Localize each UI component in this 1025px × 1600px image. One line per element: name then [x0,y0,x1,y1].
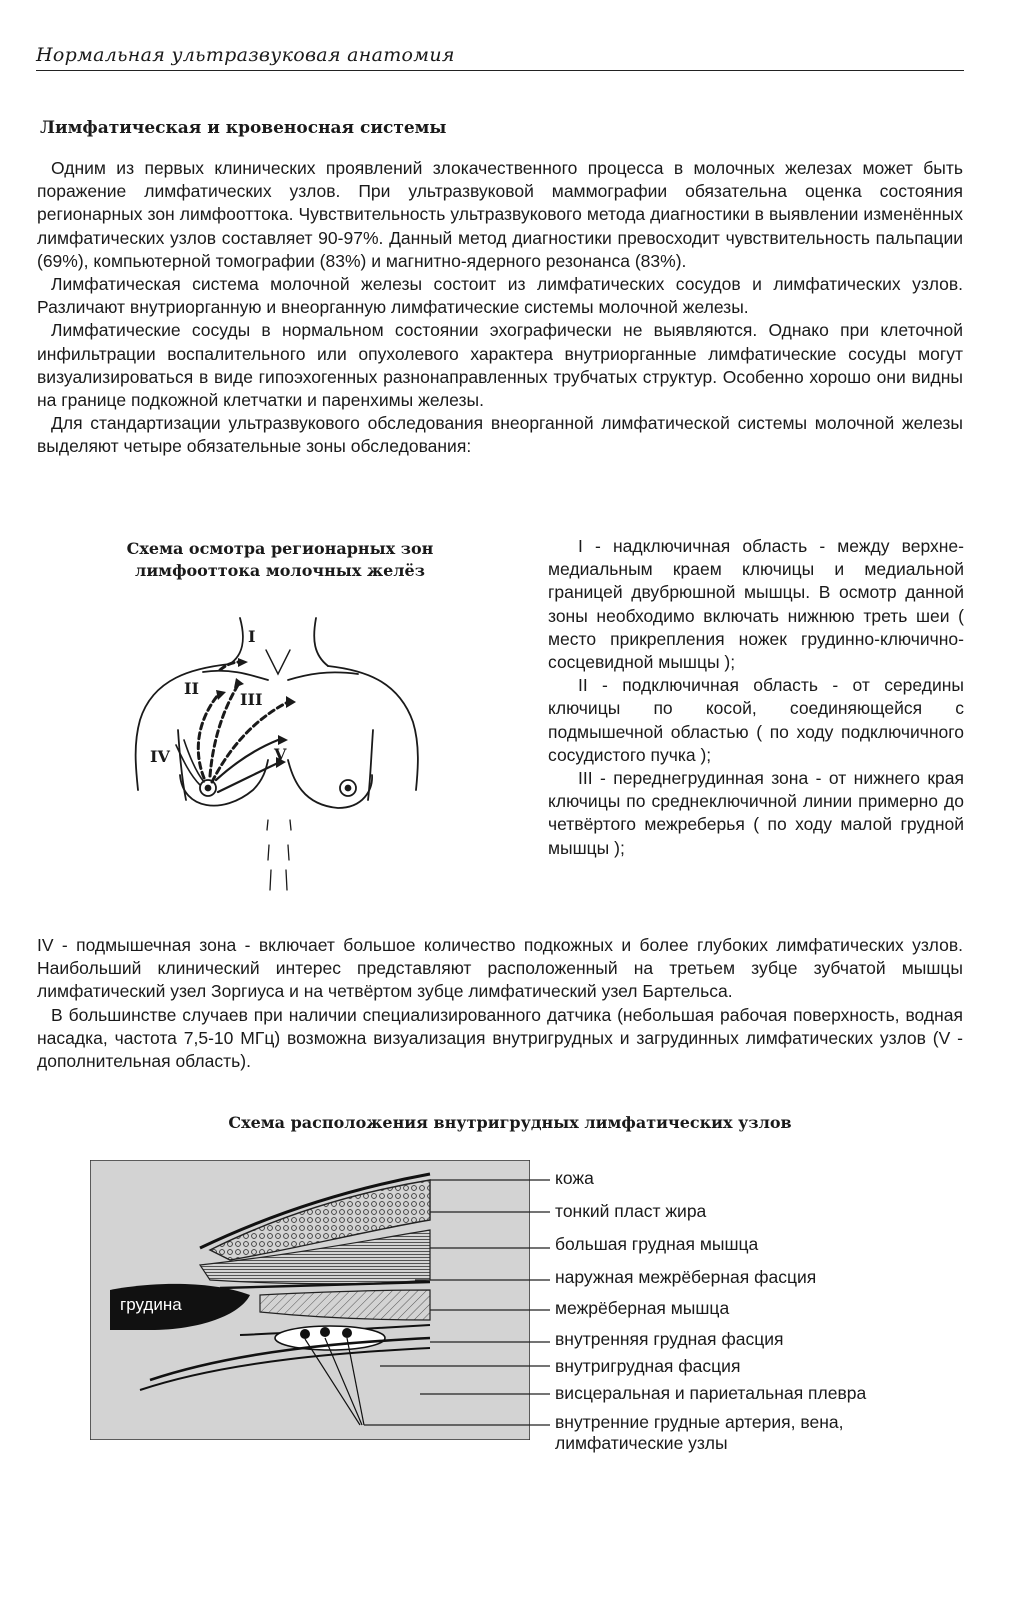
label-internal-thoracic-fascia: внутренняя грудная фасция [555,1329,784,1349]
arrow-head-icon [216,690,226,700]
figure1-caption [80,538,480,582]
zone-label-V: V [274,745,287,764]
zone-item: I - надключичная область - между верхне-медиальным краем ключицы и медиальной границей двубрюшной мышцы. В осмотр данной зоны необходимо включать нижнюю треть шеи ( место прикрепления ножек грудинно-ключично-сосцевидной мышцы ); [548,536,964,673]
arrow-head-icon [278,735,288,745]
paragraph: В большинстве случаев при наличии специализированного датчика (небольшая рабочая поверхность, водная насадка, частота 7,5-10 МГц) возможна визуализация внутригрудных и загрудинных лимфатических узлов (V - дополнительная область). [37,1004,963,1072]
left-shoulder-line [136,664,230,790]
label-endothoracic-fascia: внутригрудная фасция [555,1356,741,1376]
left-breast-contour [180,760,268,806]
section-title: Лимфатическая и кровеносная системы [40,118,447,138]
zone-item: III - переднегрудинная зона - от нижнего края ключицы по среднеключичной линии примерно до четвёртого межреберья ( по ходу малой грудной мышцы ); [548,768,964,858]
figure2-caption: Схема расположения внутригрудных лимфатических узлов [228,1113,792,1132]
label-fat-layer: тонкий пласт жира [555,1201,707,1221]
paragraph: Одним из первых клинических проявлений злокачественного процесса в молочных железах может быть поражение лимфатических узлов. При ультразвуковой маммографии обязательна оценка состояния регионарных зон лимфооттока. Чувствительность ультразвукового метода диагностики в выявлении изменённых лимфатических узлов составляет 90-97%. Данный метод диагностики превосходит чувствительность пальпации (69%), компьютерной томографии (83%) и магнитно-ядерного резонанса (83%). [37,158,963,271]
right-breast-contour [288,760,372,808]
internal-thoracic-artery [320,1327,330,1337]
left-clavicle [203,671,268,680]
zone-label-I: I [248,627,256,646]
lymph-node [300,1329,310,1339]
figure1-torso-diagram [128,610,428,910]
jugular-notch [266,650,290,674]
arrow-head-icon [234,678,244,688]
label-intercostal-muscle: межрёберная мышца [555,1298,730,1318]
label-skin: кожа [555,1168,594,1188]
label-vessels: внутренние грудные артерия, вена, [555,1412,844,1432]
figure1-caption-line: лимфооттока молочных желёз [135,561,425,580]
label-external-fascia: наружная межрёберная фасция [555,1267,817,1287]
arrow-head-icon [286,696,296,708]
figure1-caption-line: Схема осмотра регионарных зон [126,539,434,558]
continuation-text [37,934,963,1073]
label-pleura: висцеральная и париетальная плевра [555,1383,867,1403]
neck-right-line [314,618,328,666]
figure2-crosssection-diagram [90,1160,530,1440]
zone-item: II - подключичная область - от середины ключицы по косой, соединяющейся с подмышечной областью ( по ходу подключичного сосудистого пучка ); [548,675,964,765]
paragraph: Для стандартизации ультразвукового обследования внеорганной лимфатической системы молочной железы выделяют четыре обязательные зоны обследования: [37,413,963,457]
internal-thoracic-vein [342,1328,352,1338]
arrow-head-icon [238,658,248,667]
sternum-label: грудина [120,1295,182,1314]
label-pectoral-muscle: большая грудная мышца [555,1234,759,1254]
zone-II-path [198,695,218,778]
zone-label-IV: IV [150,747,170,766]
paragraph: Лимфатическая система молочной железы состоит из лимфатических сосудов и лимфатических узлов. Различают внутриорганную и внеорганную лимфатические системы молочной железы. [37,274,963,318]
zone-label-III: III [240,690,263,709]
running-header: Нормальная ультразвуковая анатомия [36,44,964,71]
figure2-labels [555,1168,975,1454]
paragraph: IV - подмышечная зона - включает большое количество подкожных и более глубоких лимфатических узлов. Наибольший клинический интерес представляют расположенный на третьем зубце зубчатой мышцы лимфатический узел Зоргиуса и на четвёртом зубце лимфатический узел Бартельса. [37,935,963,1002]
zone-label-II: II [184,679,199,698]
zones-description [548,535,964,860]
zone-I-path [220,662,240,670]
right-shoulder-line [328,666,418,790]
paragraph: Лимфатические сосуды в нормальном состоянии эхографически не выявляются. Однако при клеточной инфильтрации воспалительного или опухолевого характера внутриорганные лимфатические сосуды могут визуализироваться в виде гипоэхогенных разнонаправленных трубчатых структур. Особенно хорошо они видны на границе подкожной клетчатки и паренхимы железы. [37,320,963,411]
neck-left-line [230,618,243,664]
right-clavicle [288,672,358,680]
intro-text [37,157,963,459]
label-vessels-continued: лимфатические узлы [555,1433,728,1453]
